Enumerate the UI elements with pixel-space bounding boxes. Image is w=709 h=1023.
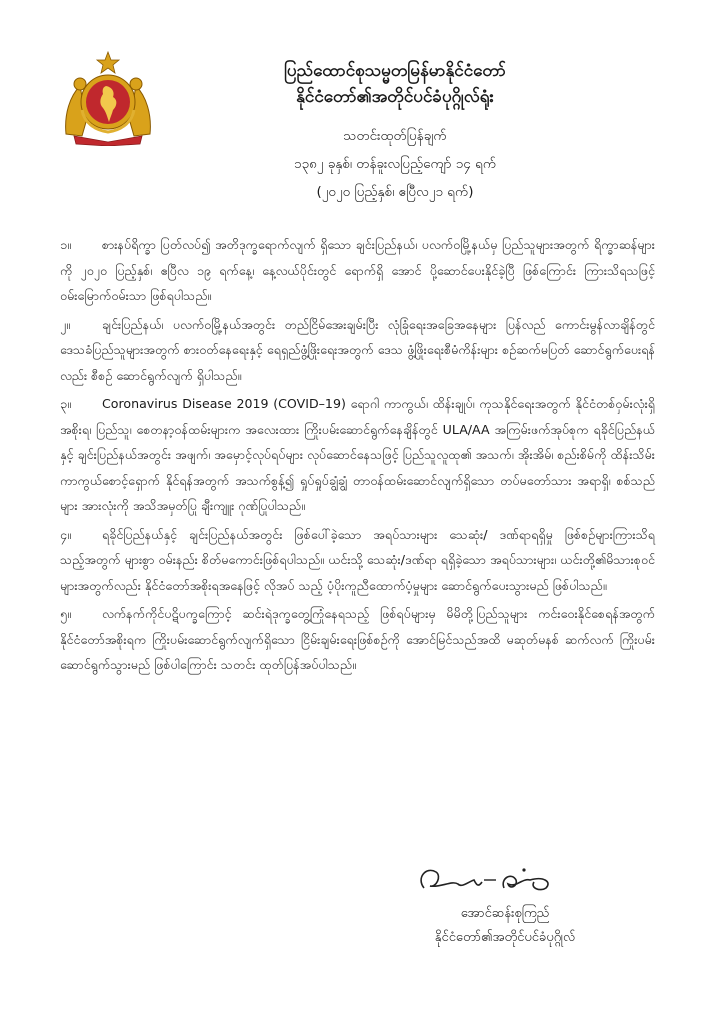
signatory-title: နိုင်ငံတော်၏အတိုင်ပင်ခံပုဂ္ဂိုလ် (434, 930, 576, 945)
date-gregorian: (၂၀၂၀ ပြည့်နှစ်၊ ဧပြီလ၂၁ ရက်) (316, 184, 474, 200)
paragraph-text: ချင်းပြည်နယ်၊ ပလက်ဝမြို့နယ်အတွင်း တည်ငြိမ်အေးချမ်းပြီး လုံခြုံရေးအခြေအနေများ ပြန်လည် ကောင်းမွန်လာချိန်တွင် ဒေသခံပြည်သူများအတွက် စားဝတ်နေရေးနှင့် ရေရှည်ဖွံ့ဖြိုးရေးအတွက် ဒေသ ဖွံ့ဖြိုးရေးစီမံကိန်းများ စဉ်ဆက်မပြတ် ဆောင်ရွက်ပေးရန်လည်း စီစဉ် ဆောင်ရွက်လျက် ရှိပါသည်။ (60, 316, 655, 383)
paragraph-3 (60, 391, 655, 519)
document-body (60, 232, 655, 681)
org-name-line-1: ပြည်ထောင်စုသမ္မတမြန်မာနိုင်ငံတော် (284, 61, 506, 81)
paragraph-5 (60, 601, 655, 678)
date-myanmar: ၁၃၈၂ ခုနှစ်၊ တန်ခူးလပြည့်ကျော် ၁၄ ရက် (293, 156, 497, 172)
letterhead (160, 58, 630, 206)
paragraph-number: ၁။ (60, 237, 71, 252)
paragraph-text: ရခိုင်ပြည်နယ်နှင့် ချင်းပြည်နယ်အတွင်း ဖြစ်ပေါ်ခဲ့သော အရပ်သားများ သေဆုံး/ ဒဏ်ရာရရှိမှု ဖြစ်စဉ်များကြားသိရသည့်အတွက် များစွာ ဝမ်းနည်း စိတ်မကောင်းဖြစ်ရပါသည်။ ယင်းသို့ သေဆုံး/ဒဏ်ရာ ရရှိခဲ့သော အရပ်သားများ၊ ယင်းတို့၏မိသားစုဝင်များအတွက်လည်း နိုင်ငံတော်အစိုးရအနေဖြင့် လိုအပ် သည့် ပံ့ပိုးကူညီထောက်ပံ့မှုများ ဆောင်ရွက်ပေးသွားမည် ဖြစ်ပါသည်။ (60, 526, 655, 593)
paragraph-number: ၂။ (60, 316, 70, 332)
paragraph-number: ၃။ (60, 396, 71, 411)
paragraph-4 (60, 522, 655, 599)
document-type: သတင်းထုတ်ပြန်ချက် (343, 128, 447, 144)
paragraph-1 (60, 232, 655, 309)
org-name-line-2: နိုင်ငံတော်၏အတိုင်ပင်ခံပုဂ္ဂိုလ်ရုံး (296, 87, 494, 107)
signatory-name: အောင်ဆန်းစုကြည် (460, 906, 550, 921)
state-seal-icon (60, 50, 156, 146)
signature-block (380, 902, 630, 950)
handwritten-signature (412, 858, 562, 900)
paragraph-text: လက်နက်ကိုင်ပဋိပက္ခကြောင့် ဆင်းရဲဒုက္ခတွေ့ကြုံနေရသည့် ဖြစ်ရပ်များမှ မိမိတို့ပြည်သူများ ကင်းဝေးနိုင်စေရန်အတွက် နိုင်ငံတော်အစိုးရက ကြိုးပမ်းဆောင်ရွက်လျက်ရှိသော ငြိမ်းချမ်းရေးဖြစ်စဉ်ကို အောင်မြင်သည်အထိ မဆုတ်မနစ် ဆက်လက် ကြိုးပမ်းဆောင်ရွက်သွားမည် ဖြစ်ပါကြောင်း သတင်း ထုတ်ပြန်အပ်ပါသည်။ (60, 606, 655, 672)
paragraph-text: စားနပ်ရိက္ခာ ပြတ်လပ်၍ အတိဒုက္ခရောက်လျက် ရှိသော ချင်းပြည်နယ်၊ ပလက်ဝမြို့နယ်မှ ပြည်သူများအတွက် ရိက္ခာဆန်များကို ၂၀၂၀ ပြည့်နှစ်၊ ဧပြီလ ၁၉ ရက်နေ့၊ နေ့လယ်ပိုင်းတွင် ရောက်ရှိ အောင် ပို့ဆောင်ပေးနိုင်ခဲ့ပြီ ဖြစ်ကြောင်း ကြားသိရသဖြင့် ဝမ်းမြောက်ဝမ်းသာ ဖြစ်ရပါသည်။ (60, 237, 655, 303)
paragraph-2 (60, 312, 655, 389)
paragraph-number: ၄။ (60, 526, 71, 542)
paragraph-number: ၅။ (60, 606, 71, 621)
paragraph-text: Coronavirus Disease 2019 (COVID–19) ရောဂါ ကာကွယ်၊ ထိန်းချုပ်၊ ကုသနိုင်ရေးအတွက် နိုင်ငံတစ်ဝှမ်းလုံးရှိ အစိုးရ၊ ပြည်သူ၊ စေတနာ့ဝန်ထမ်းများက အလေးထား ကြိုးပမ်းဆောင်ရွက်နေချိန်တွင် ULA/AA အကြမ်းဖက်အုပ်စုက ရခိုင်ပြည်နယ်နှင့် ချင်းပြည်နယ်အတွင်း အဖျက်၊ အမှောင့်လုပ်ရပ်များ လုပ်ဆောင်နေသဖြင့် ပြည်သူလူထု၏ အသက်၊ အိုးအိမ်၊ စည်းစိမ်ကို ထိန်းသိမ်းကာကွယ်စောင့်ရှောက် နိုင်ရန်အတွက် အသက်စွန့်၍ ရှုပ်ရှုပ်ချွံချွံ တာဝန်ထမ်းဆောင်လျက်ရှိသော တပ်မတော်သား အရာရှိ၊ စစ်သည်များ အားလုံးကို အသိအမှတ်ပြု ချီးကျူး ဂုဏ်ပြုပါသည်။ (60, 396, 655, 513)
